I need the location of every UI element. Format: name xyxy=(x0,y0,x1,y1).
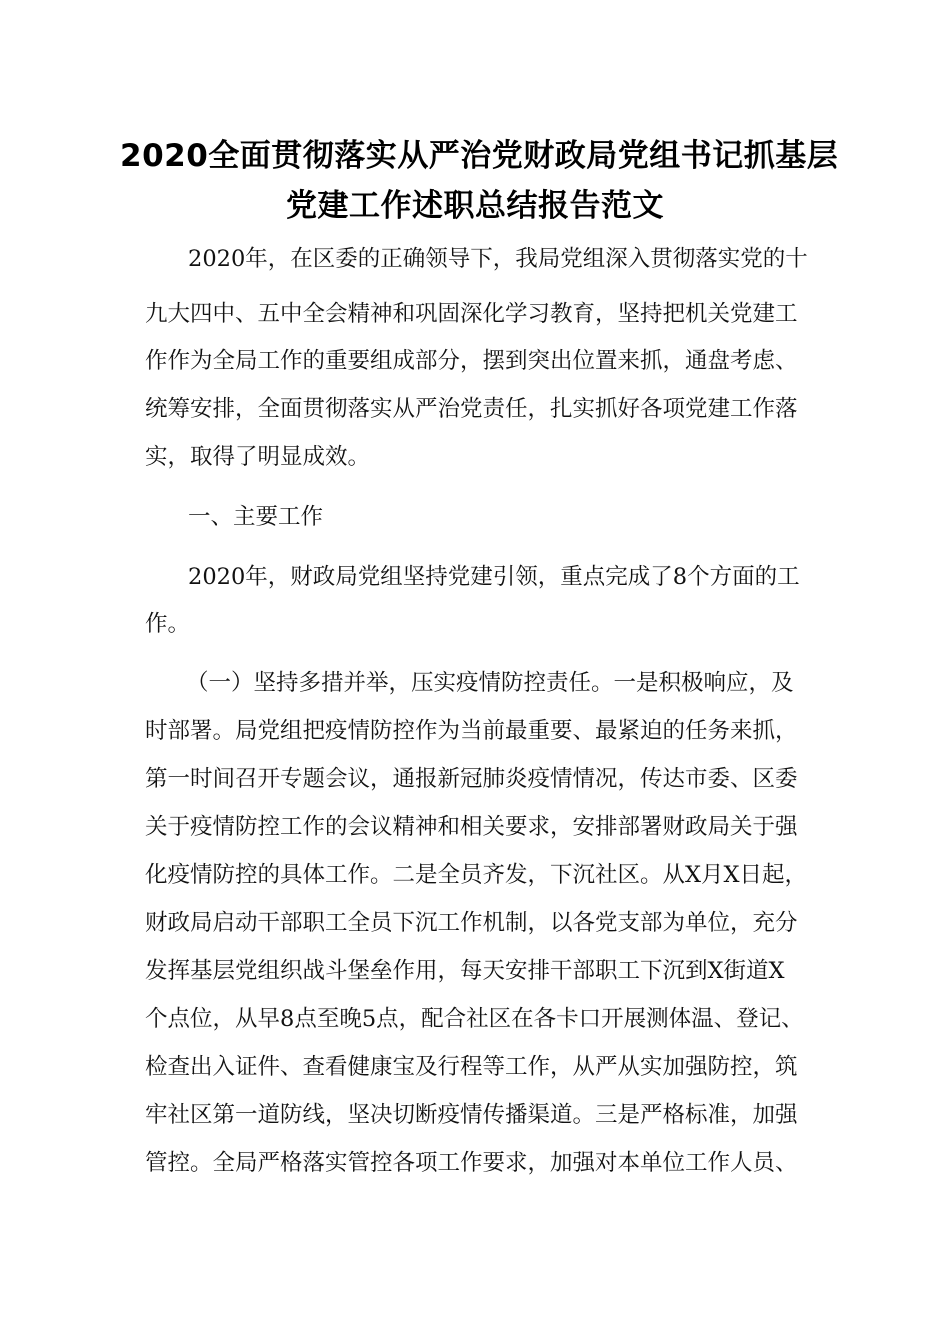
paragraph-line: 财政局启动干部职工全员下沉工作机制，以各党支部为单位，充分 xyxy=(145,910,798,936)
section-heading: 一、主要工作 xyxy=(188,504,324,530)
paragraph-line: 时部署。局党组把疫情防控作为当前最重要、最紧迫的任务来抓， xyxy=(145,718,798,744)
document-title-line-1: 2020全面贯彻落实从严治党财政局党组书记抓基层 xyxy=(120,138,839,174)
paragraph-line: 统筹安排，全面贯彻落实从严治党责任，扎实抓好各项党建工作落 xyxy=(145,396,798,422)
paragraph-line: 作作为全局工作的重要组成部分，摆到突出位置来抓，通盘考虑、 xyxy=(145,348,798,374)
paragraph-line: 管控。全局严格落实管控各项工作要求，加强对本单位工作人员、 xyxy=(145,1150,798,1176)
paragraph-line: 实，取得了明显成效。 xyxy=(145,444,371,470)
paragraph-line: 第一时间召开专题会议，通报新冠肺炎疫情情况，传达市委、区委 xyxy=(145,766,798,792)
document-title-line-2: 党建工作述职总结报告范文 xyxy=(286,188,664,224)
paragraph-line: 2020年，在区委的正确领导下，我局党组深入贯彻落实党的十 xyxy=(188,246,808,272)
paragraph-line: 个点位，从早8点至晚5点，配合社区在各卡口开展测体温、登记、 xyxy=(145,1006,804,1032)
paragraph-line: （一）坚持多措并举，压实疫情防控责任。一是积极响应，及 xyxy=(186,670,794,696)
paragraph-line: 化疫情防控的具体工作。二是全员齐发，下沉社区。从X月X日起， xyxy=(145,862,808,888)
paragraph-line: 发挥基层党组织战斗堡垒作用，每天安排干部职工下沉到X街道X xyxy=(145,958,785,984)
paragraph-line: 牢社区第一道防线，坚决切断疫情传播渠道。三是严格标准，加强 xyxy=(145,1102,798,1128)
paragraph-line: 九大四中、五中全会精神和巩固深化学习教育，坚持把机关党建工 xyxy=(145,301,798,327)
paragraph-line: 作。 xyxy=(145,611,191,637)
paragraph-line: 关于疫情防控工作的会议精神和相关要求，安排部署财政局关于强 xyxy=(145,814,798,840)
paragraph-line: 检查出入证件、查看健康宝及行程等工作，从严从实加强防控，筑 xyxy=(145,1054,798,1080)
paragraph-line: 2020年，财政局党组坚持党建引领，重点完成了8个方面的工 xyxy=(188,564,800,590)
